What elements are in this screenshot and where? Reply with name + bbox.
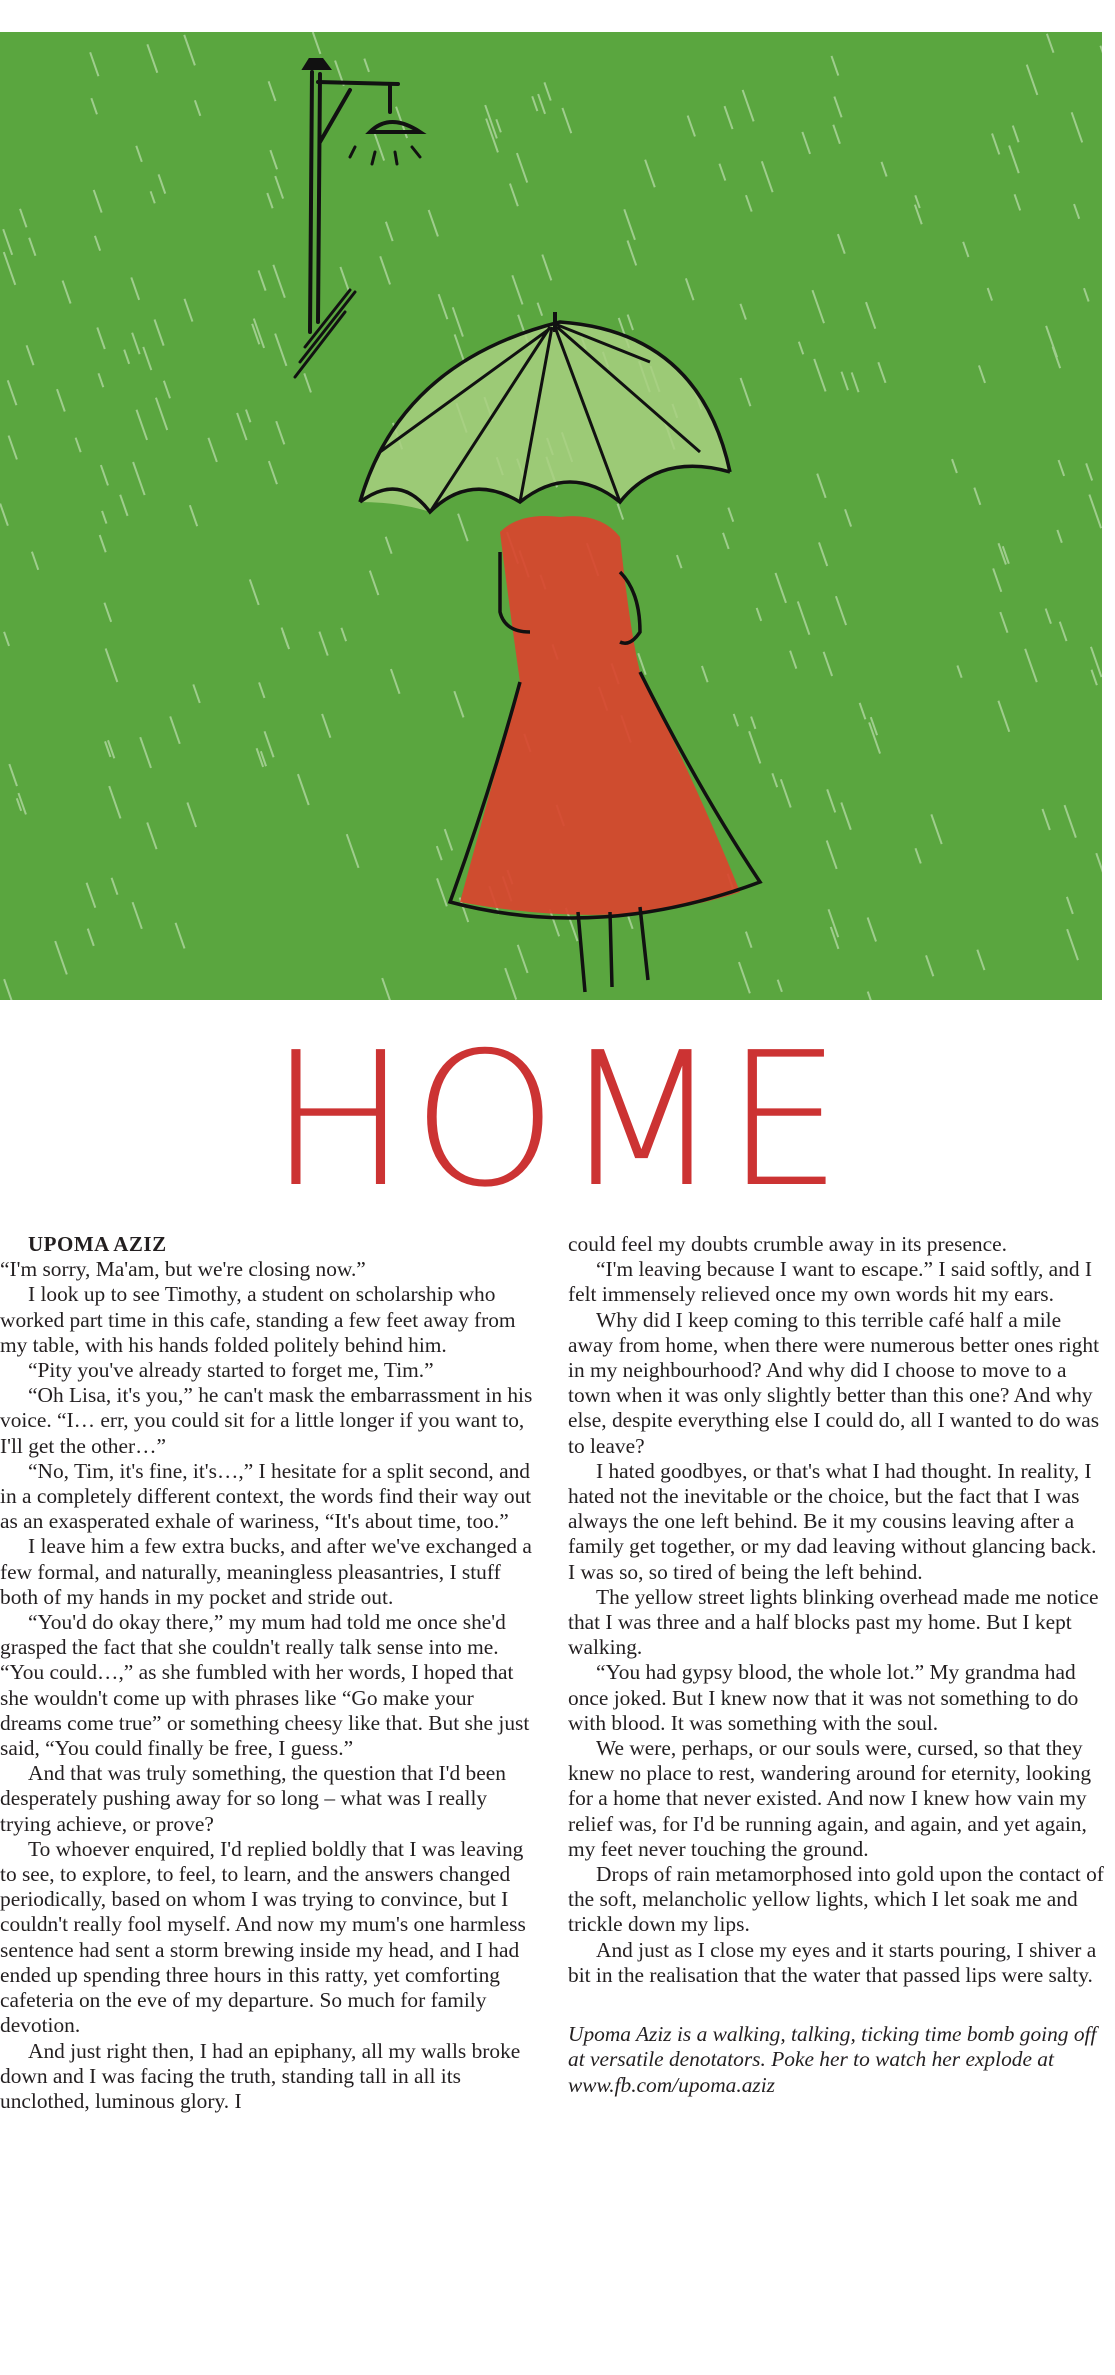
rain-streak bbox=[618, 504, 624, 520]
rain-streak bbox=[957, 665, 961, 677]
street-lamp-icon bbox=[295, 60, 420, 377]
rain-streak bbox=[517, 153, 527, 182]
rain-streak bbox=[273, 265, 285, 298]
rain-streak bbox=[542, 255, 551, 281]
rain-streak bbox=[624, 209, 635, 239]
rain-streak bbox=[845, 509, 851, 526]
rain-streak bbox=[841, 372, 847, 390]
rain-streak bbox=[133, 462, 145, 495]
rain-streak bbox=[4, 632, 9, 646]
rain-streak bbox=[386, 222, 393, 241]
rain-streak bbox=[977, 950, 984, 970]
rain-streak bbox=[866, 302, 875, 329]
rain-streak bbox=[1046, 326, 1057, 357]
rain-streak bbox=[298, 774, 309, 805]
rain-streak bbox=[109, 786, 120, 818]
rain-streak bbox=[952, 459, 957, 473]
rain-streak bbox=[627, 241, 636, 266]
rain-streak bbox=[512, 275, 522, 304]
rain-streak bbox=[1059, 460, 1065, 476]
rain-streak bbox=[931, 814, 941, 844]
paragraph: “I'm leaving because I want to escape.” I said softly, and I felt immensely relieved once my own words hit my ears. bbox=[568, 1257, 1093, 1307]
rain-streak bbox=[734, 714, 738, 726]
rain-streak bbox=[133, 902, 142, 929]
author-byline: UPOMA AZIZ bbox=[28, 1232, 167, 1256]
rain-streak bbox=[562, 108, 571, 133]
rain-streak bbox=[740, 304, 746, 320]
rain-streak bbox=[155, 319, 164, 345]
rain-streak bbox=[124, 350, 129, 364]
rain-streak bbox=[184, 299, 192, 322]
rain-streak bbox=[29, 238, 35, 256]
rain-streak bbox=[112, 878, 118, 895]
rain-streak bbox=[250, 579, 259, 604]
author-bio: Upoma Aziz is a walking, talking, ticking time bomb going off at versatile denotators. Poke her to watch her explode at www.fb.com/upoma.aziz bbox=[568, 2022, 1097, 2097]
rain-streak bbox=[259, 682, 264, 697]
rain-streak bbox=[20, 209, 26, 227]
paragraph: I hated goodbyes, or that's what I had thought. In reality, I hated not the inevitable or the choice, but the fact that I was always the one left behind. Be it my cousins leaving after a family get together, or my dad leaving without glancing back. I was so, so tired of being the left behind. bbox=[568, 1458, 1097, 1584]
rain-umbrella-illustration bbox=[0, 32, 1102, 1000]
rain-streak bbox=[8, 380, 17, 405]
rain-streak bbox=[628, 315, 633, 330]
paragraph: The yellow street lights blinking overhead made me notice that I was three and a half blocks past my home. But I kept walking. bbox=[568, 1584, 1099, 1660]
rain-streak bbox=[176, 923, 185, 949]
rain-streak bbox=[190, 505, 197, 526]
rain-streak bbox=[1065, 805, 1076, 837]
rain-streak bbox=[645, 160, 655, 188]
rain-streak bbox=[184, 35, 195, 66]
paragraph: Why did I keep coming to this terrible café half a mile away from home, when there were numerous better ones right in my neighbourhood? And why did I choose to move to a town when it was only slightly better than this one? And why else, despite everything else I could do, all I wanted to do was to leave? bbox=[568, 1307, 1100, 1458]
rain-streak bbox=[94, 190, 102, 213]
rain-streak bbox=[1003, 546, 1009, 563]
rain-streak bbox=[841, 803, 851, 830]
rain-streak bbox=[55, 941, 67, 974]
rain-streak bbox=[746, 195, 752, 211]
article-title: HOME bbox=[268, 1012, 847, 1228]
rain-streak bbox=[833, 125, 840, 144]
rain-streak bbox=[1092, 670, 1097, 685]
rain-streak bbox=[926, 955, 933, 976]
red-dress-figure-icon bbox=[450, 516, 760, 992]
paragraph: “Oh Lisa, it's you,” he can't mask the embarrassment in his voice. “I… err, you could sit for a little longer if you want to, I'll get the other…” bbox=[0, 1383, 533, 1458]
rain-streak bbox=[90, 52, 98, 76]
rain-streak bbox=[97, 327, 105, 349]
paragraph: Drops of rain metamorphosed into gold upon the contact of the soft, melancholic yellow lights, which I let soak me and trickle down my lips. bbox=[568, 1862, 1104, 1937]
rain-streak bbox=[799, 342, 803, 355]
rain-streak bbox=[1067, 897, 1073, 914]
rain-streak bbox=[429, 210, 438, 236]
rain-streak bbox=[868, 918, 876, 942]
rain-streak bbox=[878, 362, 885, 383]
rain-streak bbox=[439, 294, 448, 319]
rain-streak bbox=[259, 270, 266, 290]
rain-streak bbox=[106, 649, 118, 682]
rain-streak bbox=[812, 290, 824, 323]
rain-streak bbox=[143, 347, 151, 370]
rain-streak bbox=[275, 334, 286, 366]
rain-streak bbox=[496, 119, 501, 132]
rain-streak bbox=[136, 146, 142, 162]
paragraph: And just as I close my eyes and it starts pouring, I shiver a bit in the realisation that the water that passed lips were salty. bbox=[568, 1937, 1097, 1987]
rain-streak bbox=[347, 834, 359, 868]
rain-streak bbox=[963, 242, 968, 257]
rain-streak bbox=[827, 841, 837, 869]
paragraph: “You had gypsy blood, the whole lot.” My grandma had once joked. But I knew now that it was not something to do with blood. It was something with the soul. bbox=[568, 1660, 1079, 1735]
rain-streak bbox=[0, 504, 8, 526]
rain-streak bbox=[32, 552, 38, 570]
article-column-left bbox=[0, 1232, 540, 2114]
rain-streak bbox=[437, 878, 447, 906]
rain-streak bbox=[819, 542, 827, 566]
rain-streak bbox=[827, 789, 835, 812]
rain-streak bbox=[628, 916, 632, 928]
rain-streak bbox=[915, 205, 922, 225]
rain-streak bbox=[719, 164, 725, 181]
rain-streak bbox=[137, 410, 148, 440]
paragraph: We were, perhaps, or our souls were, cursed, so that they knew no place to rest, wandering around for eternity, looking for a home that never existed. And now I knew how vain my relief was, for I'd be running again, and again, and yet again, my feet never touching the ground. bbox=[568, 1736, 1092, 1861]
rain-streak bbox=[340, 267, 348, 290]
rain-streak bbox=[265, 731, 274, 757]
rain-streak bbox=[677, 555, 682, 568]
paragraph: “No, Tim, it's fine, it's…,” I hesitate for a split second, and in a completely different context, the words find their way out as an exasperated exhale of wariness, “It's about time, too.” bbox=[0, 1458, 532, 1534]
rain-streak bbox=[156, 398, 167, 430]
rain-streak bbox=[1015, 194, 1021, 210]
paragraph: And just right then, I had an epiphany, all my walls broke down and I was facing the truth, standing tall in all its unclothed, luminous glory. I bbox=[0, 2038, 521, 2113]
rain-streak bbox=[131, 277, 139, 299]
rain-streak bbox=[776, 573, 786, 603]
rain-streak bbox=[304, 373, 311, 392]
rain-streak bbox=[510, 184, 518, 207]
rain-streak bbox=[140, 737, 151, 768]
rain-streak bbox=[1074, 204, 1079, 219]
rain-streak bbox=[101, 465, 108, 485]
rain-streak bbox=[762, 161, 773, 192]
rain-streak bbox=[270, 150, 277, 169]
rain-streak bbox=[87, 883, 96, 908]
rain-streak bbox=[370, 571, 379, 595]
rain-streak bbox=[1089, 495, 1101, 529]
rain-streak bbox=[915, 848, 920, 863]
rain-streak bbox=[91, 98, 97, 114]
rain-streak bbox=[159, 174, 166, 193]
rain-streak bbox=[1100, 46, 1102, 59]
rain-streak bbox=[831, 56, 838, 76]
rain-streak bbox=[76, 438, 81, 453]
rain-streak bbox=[4, 979, 13, 1000]
rain-streak bbox=[824, 652, 832, 676]
rain-streak bbox=[1000, 612, 1007, 633]
paragraph: I leave him a few extra bucks, and after we've exchanged a few formal, and naturally, meaningless pleasantries, I stuff both of my hands in my pocket and stride out. bbox=[0, 1534, 532, 1609]
rain-streak bbox=[246, 410, 250, 423]
rain-streak bbox=[781, 779, 791, 807]
rain-streak bbox=[437, 846, 442, 860]
rain-streak bbox=[979, 365, 985, 382]
rain-streak bbox=[458, 514, 468, 541]
rain-streak bbox=[341, 628, 346, 641]
rain-streak bbox=[27, 345, 34, 365]
rain-streak bbox=[817, 474, 825, 498]
rain-streak bbox=[1067, 929, 1078, 960]
rain-streak bbox=[1042, 809, 1049, 830]
rain-streak bbox=[276, 421, 284, 444]
rain-streak bbox=[1060, 622, 1067, 641]
rain-streak bbox=[386, 537, 392, 554]
rain-streak bbox=[1009, 145, 1019, 173]
rain-streak bbox=[63, 281, 71, 304]
rain-streak bbox=[391, 669, 400, 694]
rain-streak bbox=[283, 632, 288, 647]
rain-streak bbox=[108, 740, 114, 758]
rain-streak bbox=[380, 256, 390, 284]
rain-streak bbox=[802, 132, 810, 154]
rain-streak bbox=[9, 436, 17, 460]
rain-streak bbox=[974, 488, 980, 505]
rain-streak bbox=[798, 601, 810, 634]
rain-streak bbox=[275, 176, 283, 198]
rain-streak bbox=[790, 651, 796, 669]
rain-streak bbox=[382, 978, 392, 1000]
rain-streak bbox=[538, 303, 543, 316]
rain-streak bbox=[518, 945, 528, 973]
rain-streak bbox=[313, 32, 321, 54]
rain-streak bbox=[739, 962, 750, 993]
rain-streak bbox=[132, 333, 140, 354]
rain-streak bbox=[120, 495, 127, 516]
rain-streak bbox=[102, 511, 106, 524]
rain-streak bbox=[998, 701, 1009, 732]
rain-streak bbox=[778, 980, 782, 992]
rain-streak bbox=[988, 288, 992, 301]
paragraph: “I'm sorry, Ma'am, but we're closing now.” bbox=[0, 1257, 366, 1282]
rain-streak bbox=[95, 236, 100, 251]
rain-streak bbox=[100, 535, 106, 552]
rain-streak bbox=[1025, 649, 1037, 682]
rain-streak bbox=[170, 716, 180, 743]
rain-streak bbox=[743, 90, 754, 121]
paragraph: And that was truly something, the question that I'd been desperately pushing away for so long – what was I really trying achieve, or prove? bbox=[0, 1761, 506, 1836]
rain-streak bbox=[772, 773, 777, 787]
rain-streak bbox=[992, 133, 999, 154]
rain-streak bbox=[749, 731, 760, 763]
rain-streak bbox=[193, 684, 199, 703]
rain-streak bbox=[868, 992, 873, 1000]
rain-streak bbox=[364, 59, 369, 72]
rain-streak bbox=[375, 133, 384, 160]
rain-streak bbox=[267, 193, 272, 208]
rain-streak bbox=[98, 373, 103, 387]
rain-streak bbox=[836, 596, 846, 625]
rain-streak bbox=[453, 307, 463, 336]
umbrella-icon bbox=[360, 312, 730, 512]
rain-streak bbox=[57, 389, 65, 411]
rain-streak bbox=[187, 803, 196, 828]
rain-streak bbox=[741, 378, 751, 406]
rain-streak bbox=[269, 461, 277, 484]
rain-streak bbox=[852, 372, 859, 392]
rain-streak bbox=[702, 666, 708, 682]
rain-streak bbox=[164, 381, 170, 399]
rain-streak bbox=[147, 822, 156, 849]
rain-streak bbox=[993, 568, 1001, 591]
paragraph: could feel my doubts crumble away in its presence. bbox=[568, 1232, 1007, 1256]
rain-streak bbox=[860, 703, 866, 719]
rain-streak bbox=[746, 932, 752, 948]
rain-streak bbox=[1072, 112, 1083, 142]
rain-streak bbox=[538, 94, 545, 114]
paragraph: “Pity you've already started to forget me, Tim.” bbox=[28, 1358, 434, 1383]
rain-streak bbox=[208, 438, 216, 462]
rain-streak bbox=[1096, 853, 1102, 882]
rain-streak bbox=[532, 96, 537, 111]
paragraph: I look up to see Timothy, a student on scholarship who worked part time in this cafe, standing a few feet away from my table, with his hands folded politely behind him. bbox=[0, 1282, 516, 1357]
rain-streak bbox=[1013, 126, 1019, 143]
rain-streak bbox=[725, 106, 733, 129]
rain-streak bbox=[838, 234, 845, 254]
rain-streak bbox=[1086, 463, 1092, 480]
rain-streak bbox=[1027, 65, 1038, 95]
rain-streak bbox=[814, 359, 825, 391]
rain-streak bbox=[322, 714, 330, 738]
rain-streak bbox=[881, 162, 886, 177]
rain-streak bbox=[319, 632, 327, 656]
rain-streak bbox=[723, 533, 729, 549]
rain-streak bbox=[104, 603, 111, 622]
rain-streak bbox=[728, 508, 733, 522]
rain-streak bbox=[445, 829, 452, 850]
rain-streak bbox=[195, 100, 200, 116]
rain-streak bbox=[1084, 288, 1089, 301]
article-column-right bbox=[568, 1232, 1108, 2098]
rain-streak bbox=[544, 82, 550, 100]
rain-streak bbox=[831, 927, 839, 949]
rain-streak bbox=[1057, 530, 1061, 543]
rain-streak bbox=[688, 116, 695, 137]
paragraph: To whoever enquired, I'd replied boldly that I was leaving to see, to explore, to feel, to learn, and the answers changed periodically, based on whom I was trying to convince, but I couldn't really fool myself. And now my mum's one harmless sentence had sent a storm brewing inside my head, and I had ended up spending three hours in this ratty, yet comforting cafeteria on the eve of my departure. So much for family devotion. bbox=[0, 1836, 526, 2038]
rain-streak bbox=[751, 717, 755, 729]
rain-streak bbox=[1047, 34, 1054, 53]
rain-streak bbox=[147, 44, 157, 72]
rain-streak bbox=[454, 691, 463, 717]
rain-streak bbox=[834, 97, 841, 118]
rain-streak bbox=[505, 968, 516, 999]
rain-streak bbox=[757, 608, 762, 621]
rain-streak bbox=[151, 191, 155, 203]
paragraph: “You'd do okay there,” my mum had told me once she'd grasped the fact that she couldn't really talk sense into me. “You could…,” as she fumbled with her words, I hoped that she wouldn't come up with phrases like “Go make your dreams come true” or something cheesy like that. But she just said, “You could finally be free, I guess.” bbox=[0, 1610, 530, 1761]
rain-streak bbox=[269, 81, 276, 101]
rain-streak bbox=[686, 278, 694, 300]
rain-streak bbox=[88, 929, 94, 946]
rain-streak bbox=[237, 413, 246, 440]
rain-streak bbox=[1046, 609, 1051, 624]
rain-streak bbox=[9, 764, 17, 786]
rain-streak bbox=[3, 229, 12, 255]
rain-streak bbox=[4, 252, 15, 285]
